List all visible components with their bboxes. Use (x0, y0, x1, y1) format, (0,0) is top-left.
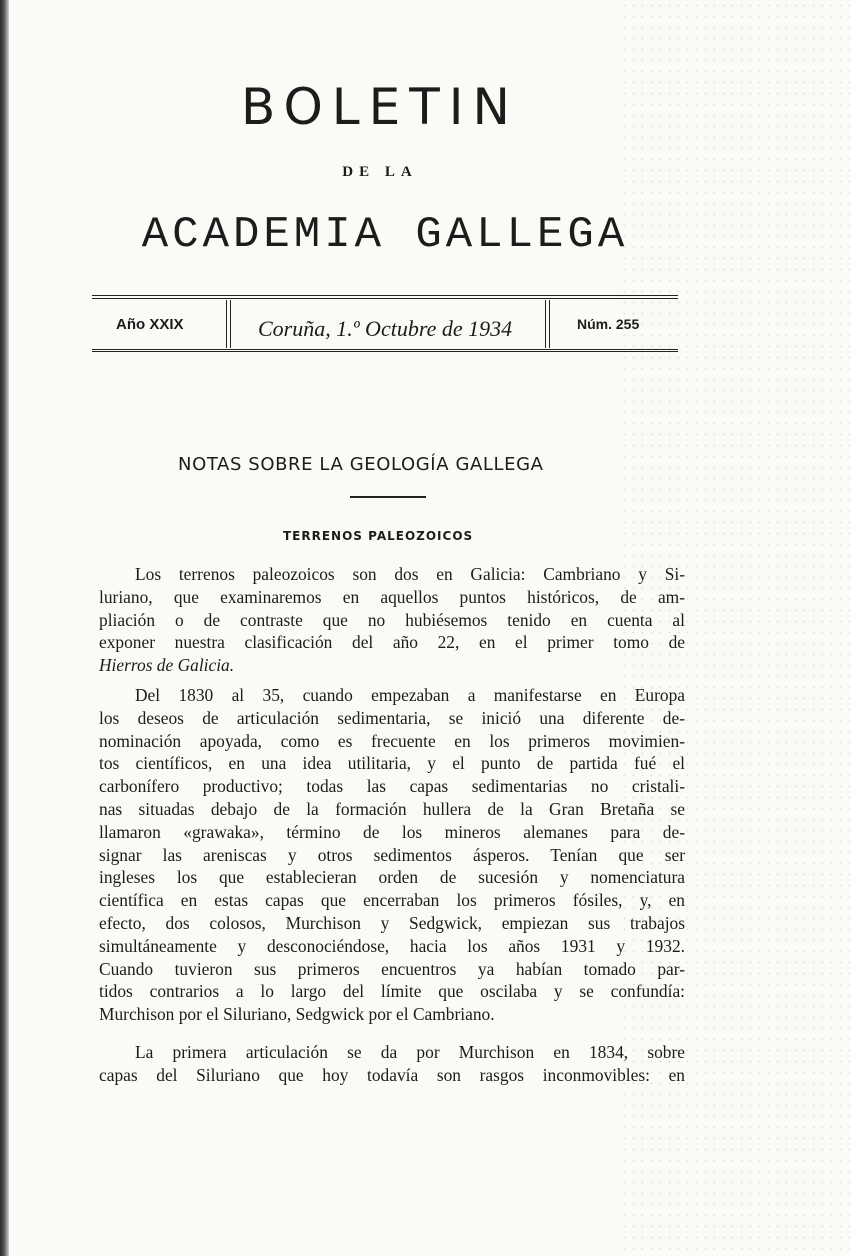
text-line: simultáneamente y desconociéndose, hacia los años 1931 y 1932. (99, 935, 685, 956)
issue-bar-bottom-rule (92, 349, 678, 352)
text-line: pliación o de contraste que no hubiésemos tenido en cuenta al (99, 609, 685, 630)
text-line: exponer nuestra clasificación del año 22, en el primer tomo de (99, 632, 685, 653)
text-line: signar las areniscas y otros sedimentos ásperos. Tenían que ser (99, 844, 685, 865)
text-line: Hierros de Galicia. (99, 655, 235, 676)
academy-name: ACADEMIA GALLEGA (141, 210, 629, 260)
title-underline (350, 496, 426, 498)
issue-date: Coruña, 1.º Octubre de 1934 (258, 316, 513, 341)
text-line: luriano, que examinaremos en aquellos puntos históricos, de am- (99, 586, 685, 607)
text-line: Los terrenos paleozoicos son dos en Galicia: Cambriano y Si- (135, 564, 685, 584)
paragraph (99, 1041, 685, 1087)
page-binding-edge (0, 0, 9, 1256)
text-line: nominación apoyada, como es frecuente en los primeros movimien- (99, 730, 685, 751)
journal-connector: DE LA (342, 164, 418, 180)
text-line: Cuando tuvieron sus primeros encuentros ya habían tomado par- (99, 958, 685, 979)
text-line: ingleses los que establecieran orden de sucesión y nomenciatura (99, 867, 685, 888)
text-line: Del 1830 al 35, cuando empezaban a manifestarse en Europa (135, 685, 685, 705)
text-line: capas del Siluriano que hoy todavía son rasgos inconmovibles: en (99, 1064, 685, 1085)
text-line: La primera articulación se da por Murchison en 1834, sobre (135, 1042, 685, 1062)
text-line: nas situadas debajo de la formación hullera de la Gran Bretaña se (99, 798, 685, 819)
journal-title: BOLETIN (241, 78, 519, 136)
text-line: los deseos de articulación sedimentaria, se inició una diferente de- (99, 707, 685, 728)
text-line: tos científicos, en una idea utilitaria, y el punto de partida fué el (99, 753, 685, 774)
text-line: tidos contrarios a lo largo del límite que oscilaba y se confundía: (99, 981, 685, 1002)
section-heading: TERRENOS PALEOZOICOS (283, 529, 474, 543)
issue-bar-divider (545, 300, 550, 348)
paragraph (99, 563, 685, 677)
issue-bar-divider (226, 300, 231, 348)
article-title: NOTAS SOBRE LA GEOLOGÍA GALLEGA (178, 454, 544, 475)
text-line: Murchison por el Siluriano, Sedgwick por el Cambriano. (99, 1004, 495, 1025)
issue-bar-top-rule (92, 295, 678, 299)
text-line: efecto, dos colosos, Murchison y Sedgwick, empiezan sus trabajos (99, 912, 685, 933)
text-line: científica en estas capas que encerraban los primeros fósiles, y, en (99, 890, 685, 911)
paragraph (99, 684, 685, 1026)
issue-year: Año XXIX (116, 316, 184, 333)
text-line: llamaron «grawaka», término de los mineros alemanes para de- (99, 821, 685, 842)
issue-number: Núm. 255 (577, 316, 640, 332)
text-line: carbonífero productivo; todas las capas sedimentarias no cristali- (99, 776, 685, 797)
